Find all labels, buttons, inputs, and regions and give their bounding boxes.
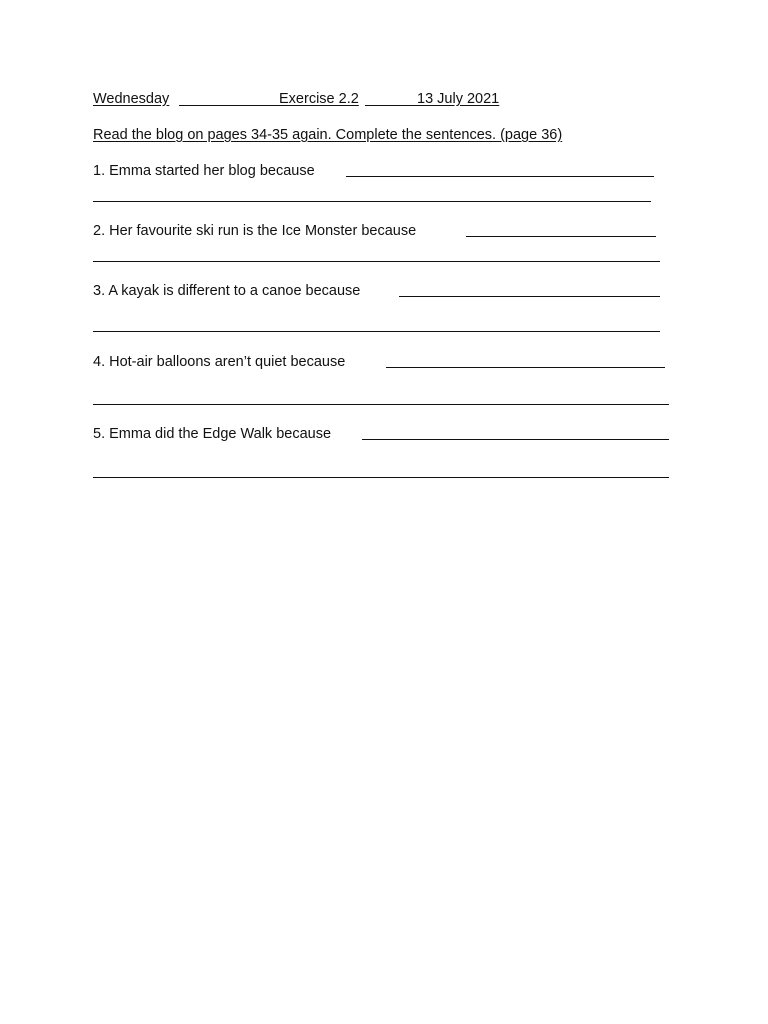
answer-line[interactable] (93, 261, 660, 262)
question-text: 2. Her favourite ski run is the Ice Monster because (93, 223, 417, 239)
header-date: 13 July 2021 (417, 91, 500, 107)
answer-line[interactable] (93, 331, 660, 332)
answer-blank[interactable] (362, 439, 669, 440)
header-spacer (179, 90, 279, 106)
answer-line[interactable] (93, 477, 669, 478)
header-spacer (365, 90, 417, 106)
question-text: 5. Emma did the Edge Walk because (93, 426, 332, 442)
question-text: 1. Emma started her blog because (93, 163, 315, 179)
question-text: 3. A kayak is different to a canoe because (93, 283, 361, 299)
answer-blank[interactable] (399, 296, 660, 297)
header-day: Wednesday (93, 91, 170, 107)
instruction-text: Read the blog on pages 34-35 again. Complete the sentences. (page 36) (93, 127, 563, 143)
answer-blank[interactable] (386, 367, 665, 368)
answer-line[interactable] (93, 404, 669, 405)
answer-blank[interactable] (466, 236, 656, 237)
question-text: 4. Hot-air balloons aren’t quiet because (93, 354, 346, 370)
header-exercise: Exercise 2.2 (279, 91, 359, 107)
answer-line[interactable] (93, 201, 651, 202)
answer-blank[interactable] (346, 176, 654, 177)
